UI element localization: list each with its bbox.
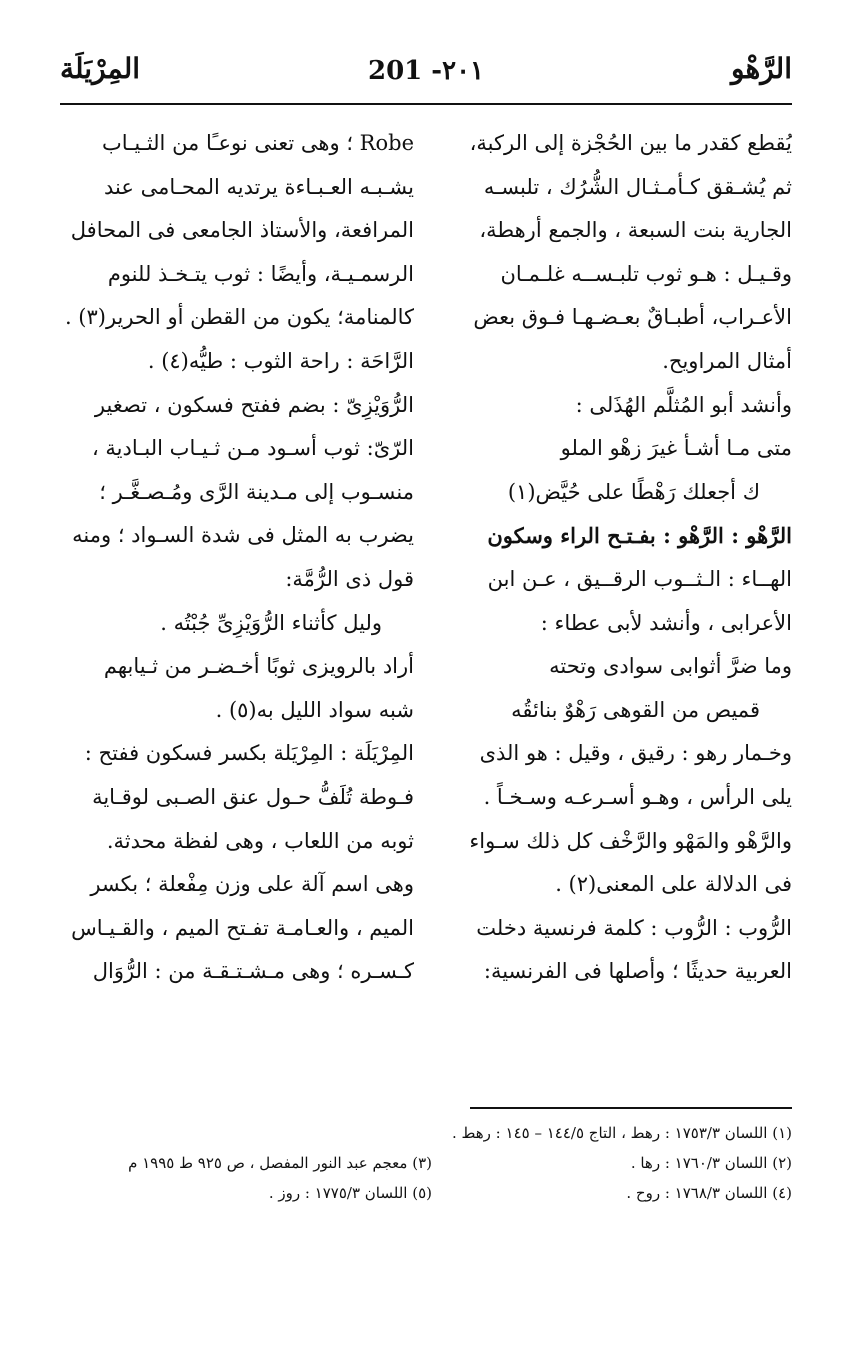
- footnote-5: (٥) اللسان ١٧٧٥/٣ : روز .: [268, 1184, 432, 1202]
- footnotes: [60, 1118, 792, 1208]
- text-line: يضرب به المثل فى شدة السـواد ؛ ومنه: [72, 523, 414, 548]
- text-line: الجارية بنت السبعة ، والجمع أرهطة،: [479, 218, 792, 243]
- text-line: ثم يُشـقق كـأمـثـال الشُّرُك ، تلبسـه: [483, 174, 792, 199]
- text-line: يلى الرأس ، وهـو أسـرعـه وسـخـاً .: [483, 784, 792, 809]
- text-line: يُقطع كقدر ما بين الحُجْزة إلى الركبة،: [469, 131, 792, 155]
- text-line: أراد بالرويزى ثوبًا أخـضـر من ثـيابهم: [103, 654, 414, 679]
- text-line: والرَّهْو والمَهْو والرَّخْف كل ذلك سـواء: [469, 828, 792, 853]
- text-line: شبه سواد الليل به(٥) .: [215, 697, 414, 722]
- text-line: الرّىّ: ثوب أسـود مـن ثـيـاب البـادية ،: [91, 436, 414, 461]
- text-line: الميم ، والعـامـة تفـتح الميم ، والقـيـاس: [71, 915, 414, 940]
- text-line: العربية حديثًا ؛ وأصلها فى الفرنسية:: [483, 959, 792, 984]
- verse-line: ك أجعلك رَهْطًا على حُيَّض(١): [507, 479, 760, 504]
- text-line: وخـمار رهو : رقيق ، وقيل : هو الذى: [479, 741, 792, 766]
- header-rule: [60, 103, 792, 105]
- text-line: فى الدلالة على المعنى(٢) .: [555, 872, 792, 897]
- entry-line-rub: الرُّوب : الرُّوب : كلمة فرنسية دخلت: [476, 915, 792, 940]
- text-line: الهــاء : الـثــوب الرقــيق ، عـن ابن: [487, 566, 792, 591]
- footnote-4: (٤) اللسان ١٧٦٨/٣ : روح .: [626, 1184, 792, 1202]
- page-number: 201 -٢٠١: [367, 56, 485, 86]
- text-line: قول ذى الرُّمَّة:: [285, 566, 414, 591]
- text-line: الأعرابى ، وأنشد لأبى عطاء :: [540, 610, 792, 635]
- running-header: [60, 52, 792, 102]
- footnote-row: [60, 1178, 792, 1208]
- right-column: [440, 122, 792, 994]
- text-line: الرسمـيـة، وأيضًا : ثوب يتـخـذ للنوم: [107, 261, 414, 286]
- verse-line: وليل كأثناء الرُّوَيْزِىِّ جُبْتُه .: [160, 610, 382, 635]
- verse-line: وما ضرَّ أثوابى سوادى وتحته: [549, 654, 792, 679]
- text-line: منسـوب إلى مـدينة الرَّى ومُـصـغَّـر ؛: [99, 479, 414, 504]
- footnote-row: [60, 1148, 792, 1178]
- header-right-headword: الرَّهْو: [731, 52, 792, 85]
- text-line: وأنشد أبو المُثلَّم الهُذَلى :: [575, 392, 792, 417]
- text-line: كـسـره ؛ وهى مـشـتـقـة من : الرُّوَال: [92, 959, 414, 984]
- text-line: وقـيـل : هـو ثوب تلبـســه غلـمـان: [500, 261, 792, 286]
- footnote-2: (٢) اللسان ١٧٦٠/٣ : رها .: [630, 1154, 792, 1172]
- text-line: وهى اسم آلة على وزن مِفْعلة ؛ بكسر: [90, 872, 414, 897]
- footnote-3: (٣) معجم عبد النور المفصل ، ص ٩٢٥ ط ١٩٩٥ م: [128, 1154, 432, 1172]
- text-line: يشـبـه العـبـاءة يرتديه المحـامى عند: [104, 174, 414, 199]
- text-line: المرافعة، والأستاذ الجامعى فى المحافل: [70, 218, 414, 243]
- footnote-1: (١) اللسان ١٧٥٣/٣ : رهط ، التاج ١٤٤/٥ – ١٤٥ : رهط .: [451, 1124, 792, 1142]
- entry-line-miryala: المِرْيَلَة : المِرْيَلة بكسر فسكون ففتح :: [84, 741, 414, 766]
- verse-line: متى مـا أشـأ غيرَ زهْو الملو: [560, 436, 792, 461]
- text-line: ثوبه من اللعاب ، وهى لفظة محدثة.: [106, 828, 414, 853]
- verse-line: قميص من القوهى رَهْوٌ بنائقُه: [511, 697, 760, 722]
- text-line: فـوطة تُلَفُّ حـول عنق الصـبى لوقـاية: [92, 784, 414, 809]
- footnote-row: [60, 1118, 792, 1148]
- header-left-headword: المِرْيَلَة: [60, 52, 141, 85]
- entry-line-ruwayzi: الرُّوَيْزِىّ : بضم ففتح فسكون ، تصغير: [94, 392, 414, 417]
- text-line: الأعـراب، أطبـاقٌ بعـضـهـا فـوق بعض: [473, 305, 792, 330]
- footnote-rule: [470, 1107, 792, 1109]
- left-column: [62, 122, 414, 994]
- text-line: كالمنامة؛ يكون من القطن أو الحرير(٣) .: [64, 305, 414, 330]
- entry-line-rahw: الرَّهْو : الرَّهْو : بفـتـح الراء وسكون: [487, 523, 792, 549]
- text-line: أمثال المراويح.: [662, 348, 792, 373]
- entry-line-raha: الرَّاحَة : راحة الثوب : طيُّه(٤) .: [147, 348, 414, 373]
- text-line: Robe ؛ وهى تعنى نوعـًا من الثـيـاب: [102, 131, 414, 155]
